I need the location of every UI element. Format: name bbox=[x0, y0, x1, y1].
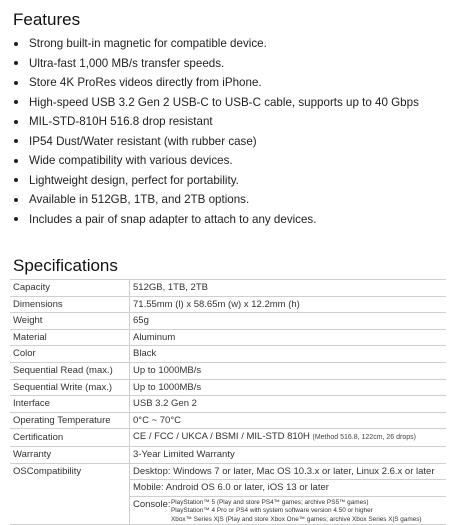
bullet-icon bbox=[14, 81, 18, 85]
certification-value: CE / FCC / UKCA / BSMI / MIL-STD 810H bbox=[133, 431, 310, 443]
spec-label: Dimensions bbox=[10, 296, 130, 313]
table-row bbox=[10, 412, 446, 429]
spec-value bbox=[130, 429, 447, 447]
spec-label: Warranty bbox=[10, 446, 130, 463]
list-item bbox=[10, 112, 440, 132]
bullet-icon bbox=[14, 120, 18, 124]
certification-note: (Method 516.8, 122cm, 26 drops) bbox=[312, 434, 416, 442]
spec-label: Sequential Write (max.) bbox=[10, 379, 130, 396]
spec-value: 71.55mm (l) x 58.65m (w) x 12.2mm (h) bbox=[130, 296, 447, 313]
bullet-icon bbox=[14, 178, 18, 182]
spec-label: Operating Temperature bbox=[10, 412, 130, 429]
os-desktop: Desktop: Windows 7 or later, Mac OS 10.3.x or later, Linux 2.6.x or later bbox=[130, 464, 446, 481]
bullet-icon bbox=[14, 217, 18, 221]
spec-label: Sequential Read (max.) bbox=[10, 362, 130, 379]
spec-value: USB 3.2 Gen 2 bbox=[130, 396, 447, 413]
spec-value: Black bbox=[130, 346, 447, 363]
spec-value: Up to 1000MB/s bbox=[130, 379, 447, 396]
list-item bbox=[10, 93, 440, 113]
table-row bbox=[10, 429, 446, 447]
list-item bbox=[10, 54, 440, 74]
feature-text: Store 4K ProRes videos directly from iPhone. bbox=[29, 76, 262, 89]
spec-value: 0°C ~ 70°C bbox=[130, 412, 447, 429]
feature-text: Includes a pair of snap adapter to attach to any devices. bbox=[29, 212, 317, 226]
spec-value: 3-Year Limited Warranty bbox=[130, 446, 447, 463]
bullet-icon bbox=[14, 100, 18, 104]
feature-text: Available in 512GB, 1TB, and 2TB options. bbox=[29, 193, 250, 206]
os-compatibility-value bbox=[130, 463, 447, 524]
feature-text: High-speed USB 3.2 Gen 2 USB-C to USB-C cable, supports up to 40 Gbps bbox=[29, 95, 419, 109]
spec-label: Capacity bbox=[10, 280, 130, 297]
spec-value: Up to 1000MB/s bbox=[130, 362, 447, 379]
console-line: PlayStation™ 4 Pro or PS4 with system software version 4.50 or higher bbox=[171, 507, 373, 515]
list-item bbox=[10, 34, 440, 54]
spec-label: Material bbox=[10, 329, 130, 346]
feature-text: IP54 Dust/Water resistant (with rubber case) bbox=[29, 134, 257, 148]
spec-label: OSCompatibility bbox=[10, 463, 130, 524]
feature-text: Wide compatibility with various devices. bbox=[29, 154, 233, 167]
bullet-icon bbox=[14, 61, 18, 65]
features-heading: Features bbox=[13, 10, 81, 29]
list-item bbox=[10, 73, 440, 93]
spec-value: 512GB, 1TB, 2TB bbox=[130, 280, 447, 297]
table-row bbox=[10, 379, 446, 396]
list-item bbox=[10, 151, 440, 171]
table-row bbox=[10, 280, 446, 297]
console-list bbox=[171, 499, 422, 524]
spec-label: Color bbox=[10, 346, 130, 363]
list-item bbox=[10, 190, 440, 210]
bullet-icon bbox=[14, 159, 18, 163]
specifications-heading: Specifications bbox=[13, 256, 118, 275]
table-row bbox=[10, 446, 446, 463]
bullet-icon bbox=[14, 139, 18, 143]
list-item bbox=[10, 132, 440, 152]
feature-text: Lightweight design, perfect for portability. bbox=[29, 173, 239, 187]
table-row bbox=[10, 463, 446, 524]
console-line: Xbox™ Series X|S (Play and store Xbox One™ games; archive Xbox Series X|S games) bbox=[171, 515, 422, 523]
table-row bbox=[10, 362, 446, 379]
feature-text: MIL-STD-810H 516.8 drop resistant bbox=[29, 115, 213, 128]
list-item bbox=[10, 171, 440, 191]
spec-label: Certification bbox=[10, 429, 130, 447]
features-list bbox=[10, 34, 440, 229]
spec-label: Weight bbox=[10, 313, 130, 330]
table-row bbox=[10, 346, 446, 363]
list-item bbox=[10, 210, 440, 230]
bullet-icon bbox=[14, 42, 18, 46]
table-row bbox=[10, 396, 446, 413]
table-row bbox=[10, 313, 446, 330]
feature-text: Ultra-fast 1,000 MB/s transfer speeds. bbox=[29, 56, 225, 70]
table-row bbox=[10, 296, 446, 313]
feature-text: Strong built-in magnetic for compatible device. bbox=[29, 37, 267, 50]
table-row bbox=[10, 329, 446, 346]
spec-value: 65g bbox=[130, 313, 447, 330]
specifications-table bbox=[10, 279, 446, 525]
os-mobile: Mobile: Android OS 6.0 or later, iOS 13 or later bbox=[130, 480, 446, 497]
os-console bbox=[130, 497, 446, 524]
bullet-icon bbox=[14, 198, 18, 202]
spec-value: Aluminum bbox=[130, 329, 447, 346]
console-label: Console: bbox=[133, 498, 171, 510]
console-line: PlayStation™ 5 (Play and store PS4™ games; archive PS5™ games) bbox=[171, 498, 369, 506]
spec-label: Interface bbox=[10, 396, 130, 413]
